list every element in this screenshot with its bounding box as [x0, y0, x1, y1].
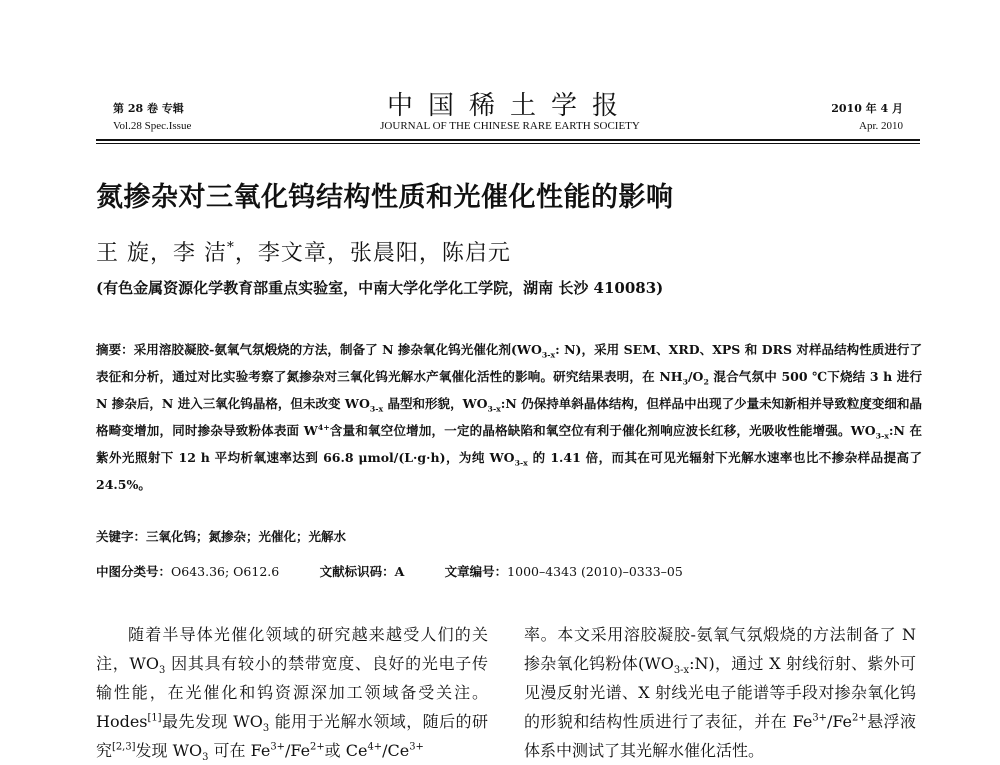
- keywords-label: 关键字：: [96, 529, 147, 544]
- journal-title-en: JOURNAL OF THE CHINESE RARE EARTH SOCIETY: [380, 120, 640, 132]
- keywords-value: 三氧化钨；氮掺杂；光催化；光解水: [146, 529, 347, 544]
- body-column-left: 随着半导体光催化领域的研究越来越受人们的关注，$WO_3$ 因其具有较小的禁带宽度、良好的光电子传输性能，在光催化和钨资源深加工领域备受关注。Hodes[1]最先发现 $WO_3$ 能用于光解水领域，随后的研究[2,3]发现 $WO_3$ 可在 $Fe^{3+}/Fe^{2+}$或 $Ce^{4+}/Ce^{3+}$: [96, 625, 488, 764]
- author-list: 王 旋，李 洁*，李文章，张晨阳，陈启元: [96, 239, 511, 266]
- journal-title-cn: 中国稀土学报: [386, 91, 633, 121]
- issue-date-cn: 2010 年 4 月: [831, 102, 903, 115]
- header-rule-thick: [96, 139, 920, 141]
- issue-date-en: Apr. 2010: [859, 120, 903, 132]
- volume-issue-en: Vol.28 Spec.Issue: [113, 120, 192, 132]
- body-column-right: 率。本文采用溶胶凝胶-氨氧气氛煅烧的方法制备了 N 掺杂氧化钨粉体$(WO_{3-x}:N)$，通过 X 射线衍射、紫外可见漫反射光谱、X 射线光电子能谱等手段对掺杂氧化钨的形貌和结构性质进行了表征，并在 $Fe^{3+}/Fe^{2+}$悬浮液体系中测试了其光解水催化活性。: [524, 625, 916, 760]
- abstract: 摘要：采用溶胶凝胶-氨氧气氛煅烧的方法，制备了 N 掺杂氧化钨光催化剂($WO_{3-x}$: N)，采用 SEM、XRD、XPS 和 DRS 对样品结构性质进行了表征和分析，通过对比实验考察了氮掺杂对三氧化钨光解水产氧催化活性的影响。研究结果表明，在 $NH_3/O_2$ 混合气氛中 500 ℃下烧结 3 h 进行 N 掺杂后，N 进入三氧化钨晶格，但未改变 $WO_{3-x}$ 晶型和形貌，$WO_{3-x}:N$ 仍保持单斜晶体结构，但样品中出现了少量未知新相并导致粒度变细和晶格畸变增加，同时掺杂导致粉体表面 $W^{4+}$含量和氧空位增加，一定的晶格缺陷和氧空位有利于催化剂响应波长红移，光吸收性能增强。$WO_{3-x}:N$ 在紫外光照射下 12 h 平均析氧速率达到 66.8 μmol/(L·g·h)，为纯 $WO_{3-x}$ 的 1.41 倍，而其在可见光辐射下光解水速率也比不掺杂样品提高了 24.5%。: [96, 342, 923, 492]
- clc-number: 中图分类号：O643.36; O612.6: [96, 564, 280, 579]
- classification-line: [96, 562, 719, 580]
- article-title: 氮掺杂对三氧化钨结构性质和光催化性能的影响: [96, 182, 674, 213]
- header-rule-thin: [96, 143, 920, 144]
- document-code: 文献标识码：A: [319, 564, 405, 579]
- article-number: 文章编号：1000–4343 (2010)–0333–05: [444, 564, 683, 579]
- keywords: [96, 527, 346, 545]
- volume-issue-cn: 第 28 卷 专辑: [113, 102, 184, 115]
- abstract-label: 摘要：: [96, 342, 134, 357]
- affiliation: (有色金属资源化学教育部重点实验室，中南大学化学化工学院，湖南 长沙 410083): [96, 279, 664, 297]
